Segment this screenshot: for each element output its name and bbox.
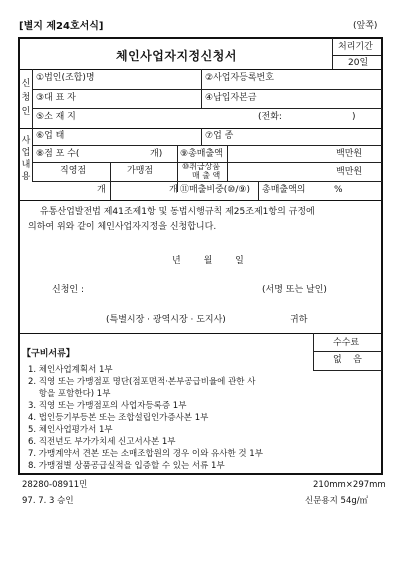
- total-sales-label: ⑨총매출액: [180, 149, 223, 159]
- phone-field[interactable]: [288, 111, 348, 123]
- required-docs-title: 【구비서류】: [22, 349, 75, 359]
- biz-reg-no-field[interactable]: [285, 72, 377, 84]
- fee-label: 수수료: [333, 338, 360, 348]
- doc-item-1: 1. 체인사업계획서 1부: [28, 365, 113, 375]
- franchise-store-count-field[interactable]: [114, 184, 166, 196]
- business-section-divider: [32, 128, 33, 181]
- company-name-field[interactable]: [100, 72, 198, 84]
- business-type-label: ⑥업 태: [36, 131, 65, 141]
- handled-goods-sales-field[interactable]: [231, 166, 331, 178]
- direct-store-label: 직영점: [60, 166, 87, 176]
- row10-bottom-left: [32, 181, 177, 182]
- frame-bottom: [18, 473, 383, 475]
- row6-divider: [201, 128, 202, 145]
- store-count-unit: 개): [150, 149, 163, 159]
- company-name-label: ①법인(조합)명: [36, 73, 95, 83]
- form-number: [별지 제24호서식]: [19, 21, 104, 32]
- sales-ratio-label: ⑪매출비중(⑩/⑨): [180, 185, 250, 195]
- processing-period-label: 처리기간: [338, 42, 373, 52]
- phone-label: (전화:: [258, 112, 282, 122]
- honorific-label: 귀하: [290, 315, 308, 325]
- capital-field[interactable]: [265, 92, 377, 104]
- fee-bottom-line: [313, 370, 382, 371]
- business-item-field[interactable]: [290, 130, 378, 142]
- doc-item-7: 7. 가맹계약서 견본 또는 소매조합원의 경우 이와 유사한 것 1부: [28, 449, 263, 459]
- representative-field[interactable]: [100, 92, 198, 104]
- total-sales-field[interactable]: [231, 148, 331, 160]
- doc-item-8: 8. 가맹점별 상품공급실적을 입증할 수 있는 서류 1부: [28, 461, 225, 471]
- row10-bottom-right: [177, 181, 382, 182]
- handled-goods-label-top: ⑩취급상품: [182, 162, 221, 171]
- statement-line-2: 의하여 위와 같이 체인사업자지정을 신청합니다.: [28, 222, 217, 232]
- processing-mid-line: [332, 55, 381, 56]
- handled-goods-sales-unit: 백만원: [336, 167, 363, 177]
- sign-or-seal-label: (서명 또는 날인): [262, 285, 327, 295]
- row1-divider: [201, 69, 202, 89]
- approval-date: 97. 7. 3 승인: [22, 496, 74, 506]
- statement-line-1: 유통산업발전법 제41조제1항 및 동법시행규칙 제25조제1항의 규정에: [40, 207, 315, 217]
- doc-item-4: 4. 법인등기부등본 또는 조합설립인가증사본 1부: [28, 413, 209, 423]
- representative-label: ③대 표 자: [36, 93, 76, 103]
- address-label: ⑤소 재 지: [36, 112, 76, 122]
- applicant-signature-label: 신청인 :: [52, 285, 84, 295]
- form-code: 28280-08911민: [22, 480, 88, 490]
- processing-divider: [332, 38, 333, 69]
- row2-divider: [201, 89, 202, 108]
- form-title: 체인사업자지정신청서: [116, 49, 237, 63]
- paper-type: 신문용지 54g/㎡: [305, 496, 369, 506]
- applicant-section-label: 신 청 인: [21, 79, 31, 117]
- business-bottom: [19, 200, 382, 201]
- row11-divider: [258, 181, 259, 200]
- row2-bottom: [32, 108, 382, 109]
- addressee-label: (특별시장 · 광역시장 · 도지사): [106, 315, 226, 325]
- business-type-field[interactable]: [110, 130, 198, 142]
- doc-item-6: 6. 직전년도 부가가치세 신고서사본 1부: [28, 437, 176, 447]
- direct-store-count-field[interactable]: [36, 184, 92, 196]
- fee-value: 없 음: [333, 355, 362, 365]
- sales-ratio-of-label: 총매출액의: [262, 185, 306, 195]
- applicant-signature-field[interactable]: [100, 284, 250, 296]
- frame-top: [18, 37, 383, 39]
- franchise-count-unit: 개: [169, 185, 178, 195]
- row6-bottom: [32, 145, 382, 146]
- doc-item-3: 3. 직영 또는 가맹점포의 사업자등록증 1부: [28, 401, 187, 411]
- business-item-label: ⑦업 종: [205, 131, 234, 141]
- franchise-store-label: 가맹점: [127, 166, 154, 176]
- direct-count-unit: 개: [97, 185, 106, 195]
- row10-divider: [227, 162, 228, 181]
- row1-bottom: [32, 89, 382, 90]
- statement-bottom: [19, 333, 382, 334]
- business-section-label: 사 업 내 용: [21, 136, 31, 182]
- frame-right: [381, 37, 383, 475]
- phone-close: ): [352, 112, 356, 122]
- doc-item-2-cont: 항을 포함한다) 1부: [28, 389, 111, 399]
- biz-reg-no-label: ②사업자등록번호: [205, 73, 274, 83]
- frame-left: [18, 37, 20, 475]
- sales-ratio-field[interactable]: [306, 184, 330, 196]
- doc-item-5: 5. 체인사업평가서 1부: [28, 425, 113, 435]
- fee-mid-line: [313, 351, 382, 352]
- capital-label: ④납입자본금: [205, 93, 257, 103]
- application-date: 년 월 일: [172, 256, 244, 266]
- store-count-label: ⑧점 포 수(: [36, 149, 80, 159]
- processing-period-value: 20일: [348, 58, 369, 68]
- row8-divider-2: [227, 145, 228, 162]
- total-sales-unit: 백만원: [336, 149, 363, 159]
- address-field[interactable]: [100, 111, 250, 123]
- page-side-label: (앞쪽): [353, 21, 378, 31]
- sales-ratio-percent: %: [334, 185, 343, 195]
- applicant-section-divider: [32, 69, 33, 128]
- paper-size: 210mm×297mm: [313, 480, 386, 490]
- doc-item-2: 2. 직영 또는 가맹점포 명단(점포면적·본부공급비율에 관한 사: [28, 377, 256, 387]
- handled-goods-label-bottom: 매 출 액: [192, 171, 221, 180]
